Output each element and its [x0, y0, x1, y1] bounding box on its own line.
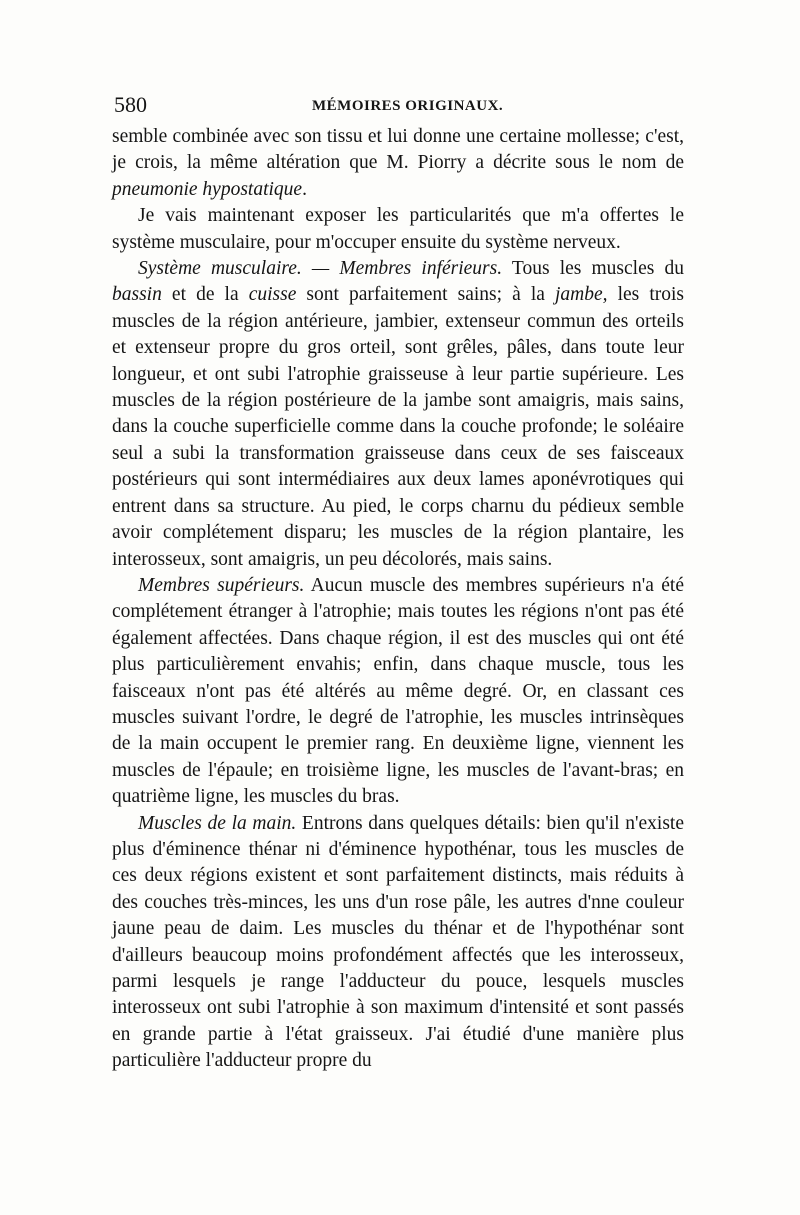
body-text: [112, 124, 684, 1075]
paragraph-3: [112, 256, 684, 573]
paragraph-5-italic-1: Muscles de la main.: [138, 812, 297, 834]
paragraph-4: [112, 573, 684, 811]
paragraph-3-text-3: sont parfaitement sains; à la: [296, 284, 555, 306]
paragraph-2: [112, 203, 684, 256]
running-title: MÉMOIRES ORIGINAUX.: [312, 98, 504, 114]
paragraph-3-text-1: Tous les muscles du: [502, 258, 684, 280]
paragraph-1-text-2: .: [302, 178, 307, 200]
paragraph-5: [112, 811, 684, 1075]
paragraph-1-text-1: semble combinée avec son tissu et lui donne une certaine mollesse; c'est, je crois, la même altération que M. Piorry a décrite sous le nom de: [112, 126, 684, 174]
book-page: [112, 92, 684, 1075]
paragraph-5-text-1: Entrons dans quelques détails: bien qu'il n'existe plus d'éminence thénar ni d'éminence hypothénar, tous les muscles de ces deux régions existent et sont parfaitement distincts, mais réduits à des couches très-minces, les uns d'un rose pâle, les autres d'nne couleur jaune peau de daim. Les muscles du thénar et de l'hypothénar sont d'ailleurs beaucoup moins profondément affectés que les interosseux, parmi lesquels je range l'adducteur du pouce, lesquels muscles interosseux ont subi l'atrophie à son maximum d'intensité et sont passés en grande partie à l'état graisseux. J'ai étudié d'une manière plus particulière l'adducteur propre du: [112, 812, 684, 1072]
paragraph-4-text-1: Aucun muscle des membres supérieurs n'a été complétement étranger à l'atrophie; mais toutes les régions n'ont pas été également affectées. Dans chaque région, il est des muscles qui ont été plus particulièrement envahis; enfin, dans chaque muscle, tous les faisceaux n'ont pas été altérés au même degré. Or, en classant ces muscles suivant l'ordre, le degré de l'atrophie, les muscles intrinsèques de la main occupent le premier rang. En deuxième ligne, viennent les muscles de l'épaule; en troisième ligne, les muscles de l'avant-bras; en quatrième ligne, les muscles du bras.: [112, 574, 685, 808]
paragraph-3-italic-2: bassin: [112, 284, 162, 306]
paragraph-4-italic-1: Membres supérieurs.: [138, 574, 305, 596]
paragraph-3-italic-4: jambe,: [554, 284, 608, 306]
paragraph-1-italic-1: pneumonie hypostatique: [112, 178, 303, 200]
paragraph-3-italic-1: Système musculaire. — Membres inférieurs.: [138, 258, 503, 280]
paragraph-3-text-2: et de la: [161, 284, 249, 306]
paragraph-3-text-4: les trois muscles de la région antérieure, jambier, extenseur commun des orteils et extenseur propre du gros orteil, sont grêles, pâles, dans toute leur longueur, et ont subi l'atrophie graisseuse à leur partie supérieure. Les muscles de la région postérieure de la jambe sont amaigris, mais sains, dans la couche superficielle comme dans la couche profonde; le soléaire seul a subi la transformation graisseuse dans ceux de ses faisceaux postérieurs qui sont intermédiaires aux deux lames aponévrotiques qui entrent dans sa structure. Au pied, le corps charnu du pédieux semble avoir complétement disparu; les muscles de la région plantaire, les interosseux, sont amaigris, un peu décolorés, mais sains.: [112, 284, 684, 570]
paragraph-3-italic-3: cuisse: [248, 284, 297, 306]
paragraph-1: [112, 124, 684, 203]
paragraph-2-text-1: Je vais maintenant exposer les particularités que m'a offertes le système musculaire, pour m'occuper ensuite du système nerveux.: [112, 205, 684, 253]
page-number: 580: [114, 92, 147, 117]
page-header: [112, 92, 684, 122]
